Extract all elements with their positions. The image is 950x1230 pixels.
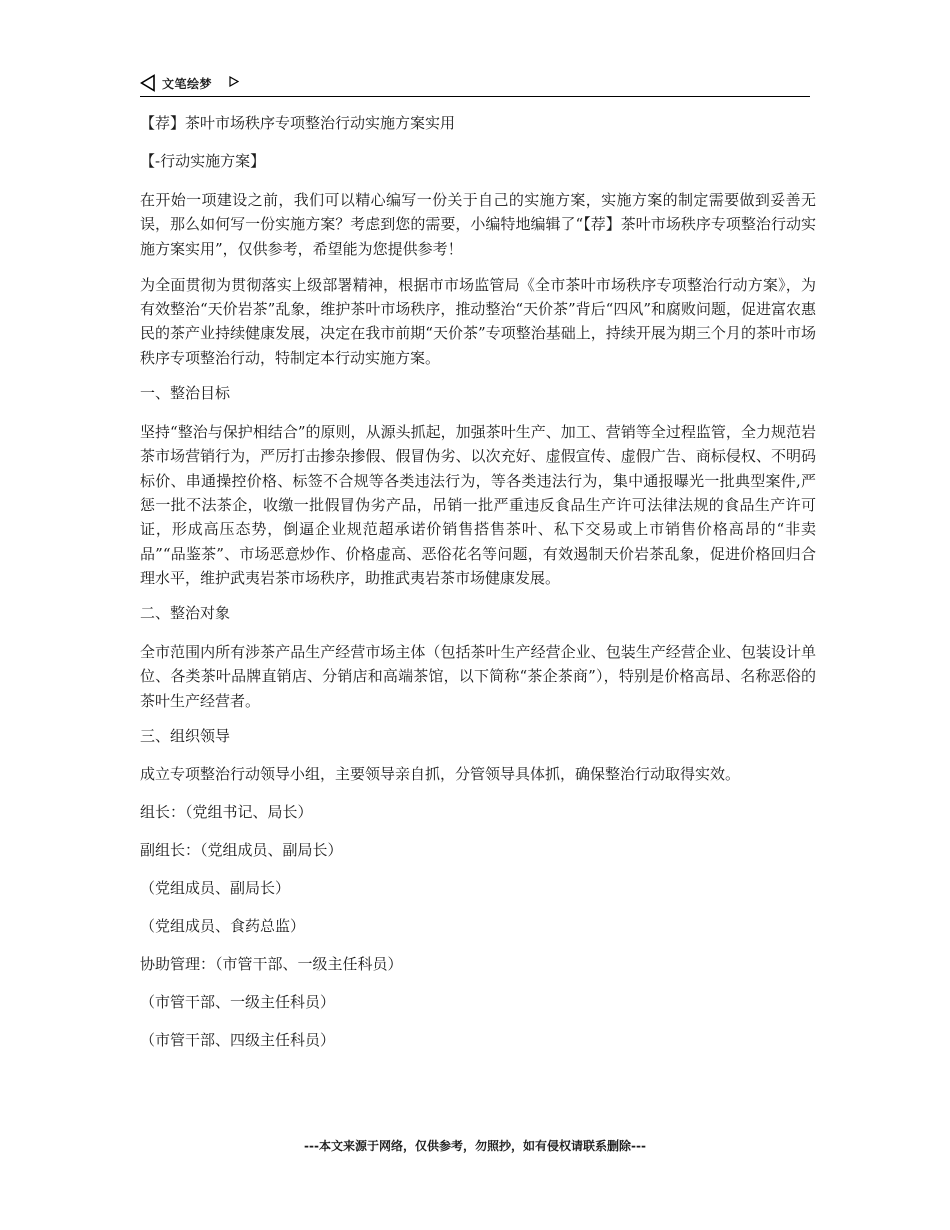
deputy-leader-line: （党组成员、食药总监）	[140, 917, 306, 936]
assistant-line: （市管干部、一级主任科员）	[140, 993, 336, 1012]
leader-line: 组长：（党组书记、局长）	[140, 803, 313, 822]
document-body	[140, 112, 816, 1067]
intro-paragraph: 在开始一项建设之前，我们可以精心编写一份关于自己的实施方案，实施方案的制定需要做到妥善无误，那么如何写一份实施方案？考虑到您的需要，小编特地编辑了“【荐】茶叶市场秩序专项整治行动实施方案实用”，仅供参考，希望能为您提供参考！	[140, 191, 816, 258]
section-heading-targets: 二、整治对象	[140, 604, 231, 623]
deputy-leader-line: （党组成员、副局长）	[140, 879, 291, 898]
deputy-leader-line: 副组长：（党组成员、副局长）	[140, 841, 343, 860]
background-paragraph: 为全面贯彻为贯彻落实上级部署精神，根据市市场监管局《全市茶叶市场秩序专项整治行动方案》，为有效整治“天价岩茶”乱象，维护茶叶市场秩序，推动整治“天价茶”背后“四风”和腐败问题，促进富农惠民的茶产业持续健康发展，决定在我市前期“天价茶”专项整治基础上，持续开展为期三个月的茶叶市场秩序专项整治行动，特制定本行动实施方案。	[140, 275, 817, 367]
document-title: 【荐】茶叶市场秩序专项整治行动实施方案实用	[140, 114, 456, 132]
leadership-paragraph: 成立专项整治行动领导小组，主要领导亲自抓，分管领导具体抓，确保整治行动取得实效。	[140, 765, 741, 784]
goals-paragraph: 坚持“整治与保护相结合”的原则，从源头抓起，加强茶叶生产、加工、营销等全过程监管，全力规范岩茶市场营销行为，严厉打击掺杂掺假、假冒伪劣、以次充好、虚假宣传、虚假广告、商标侵权、不明码标价、串通操控价格、标签不合规等各类违法行为，等各类违法行为，集中通报曝光一批典型案件,严惩一批不法茶企，收缴一批假冒伪劣产品，吊销一批严重违反食品生产许可法律法规的食品生产许可证，形成高压态势，倒逼企业规范超承诺价销售搭售茶叶、私下交易或上市销售价格高昂的“非卖品”“品鉴茶”、市场恶意炒作、价格虚高、恶俗花名等问题，有效遏制天价岩茶乱象，促进价格回归合理水平，维护武夷岩茶市场秩序，助推武夷岩茶市场健康发展。	[140, 423, 816, 587]
footer-disclaimer: ---本文来源于网络，仅供参考，勿照抄，如有侵权请联系删除---	[304, 1139, 646, 1153]
document-subtitle: 【-行动实施方案】	[140, 152, 266, 170]
assistant-line: （市管干部、四级主任科员）	[140, 1031, 336, 1050]
targets-paragraph: 全市范围内所有涉茶产品生产经营市场主体（包括茶叶生产经营企业、包装生产经营企业、包装设计单位、各类茶叶品牌直销店、分销店和高端茶馆，以下简称“茶企茶商”），特别是价格高昂、名称恶俗的茶叶生产经营者。	[140, 643, 816, 710]
section-heading-goals: 一、整治目标	[140, 384, 231, 403]
assistant-line: 协助管理：（市管干部、一级主任科员）	[140, 955, 403, 974]
brand-name: 文笔绘梦	[162, 77, 213, 91]
triangle-left-icon	[140, 74, 156, 92]
triangle-right-icon	[229, 76, 239, 87]
section-heading-leadership: 三、组织领导	[140, 727, 231, 746]
page-header	[140, 72, 810, 97]
